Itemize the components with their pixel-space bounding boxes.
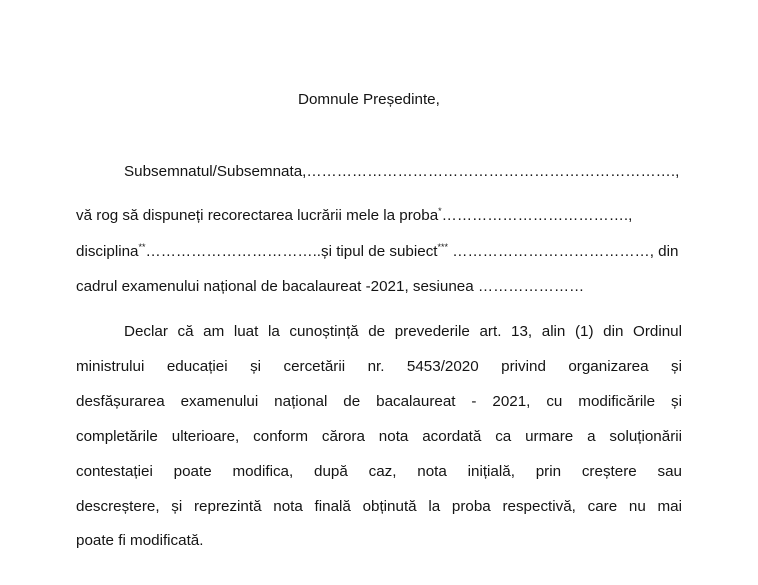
footnote-marker: **: [138, 242, 146, 252]
declaration-line: ministrului educației și cercetării nr. 5453/2020 privind organizarea și: [76, 358, 682, 375]
declaration-line: descreștere, și reprezintă nota finală obținută la proba respectivă, care nu mai: [76, 498, 682, 515]
discipline-line: [76, 242, 678, 262]
salutation-title: Domnule Președinte,: [298, 91, 440, 108]
declaration-line: contestației poate modifica, după caz, nota inițială, prin creștere sau: [76, 463, 682, 480]
declaration-line: desfășurarea examenului național de bacalaureat - 2021, cu modificările și: [76, 393, 682, 410]
discipline-label: disciplina: [76, 243, 139, 260]
footnote-marker: *: [438, 206, 442, 216]
proba-blank: ……………………………….,: [441, 207, 633, 224]
declaration-line: completările ulterioare, conform cărora nota acordată ca urmare a soluționării: [76, 428, 682, 445]
declaration-line: Declar că am luat la cunoștință de prevederile art. 13, alin (1) din Ordinul: [124, 323, 682, 340]
applicant-name-line: Subsemnatul/Subsemnata,……………………………………………………………….,: [124, 163, 680, 180]
request-line: [76, 206, 632, 226]
exam-session-line: cadrul examenului național de bacalaureat -2021, sesiunea …………………: [76, 278, 585, 295]
declaration-line: poate fi modificată.: [76, 532, 204, 549]
footnote-marker: ***: [437, 242, 449, 252]
subject-type-text: ……………………………..și tipul de subiect: [145, 243, 438, 260]
subject-blank: …………………………………, din: [448, 243, 679, 260]
request-text: vă rog să dispuneți recorectarea lucrării mele la proba: [76, 207, 439, 224]
